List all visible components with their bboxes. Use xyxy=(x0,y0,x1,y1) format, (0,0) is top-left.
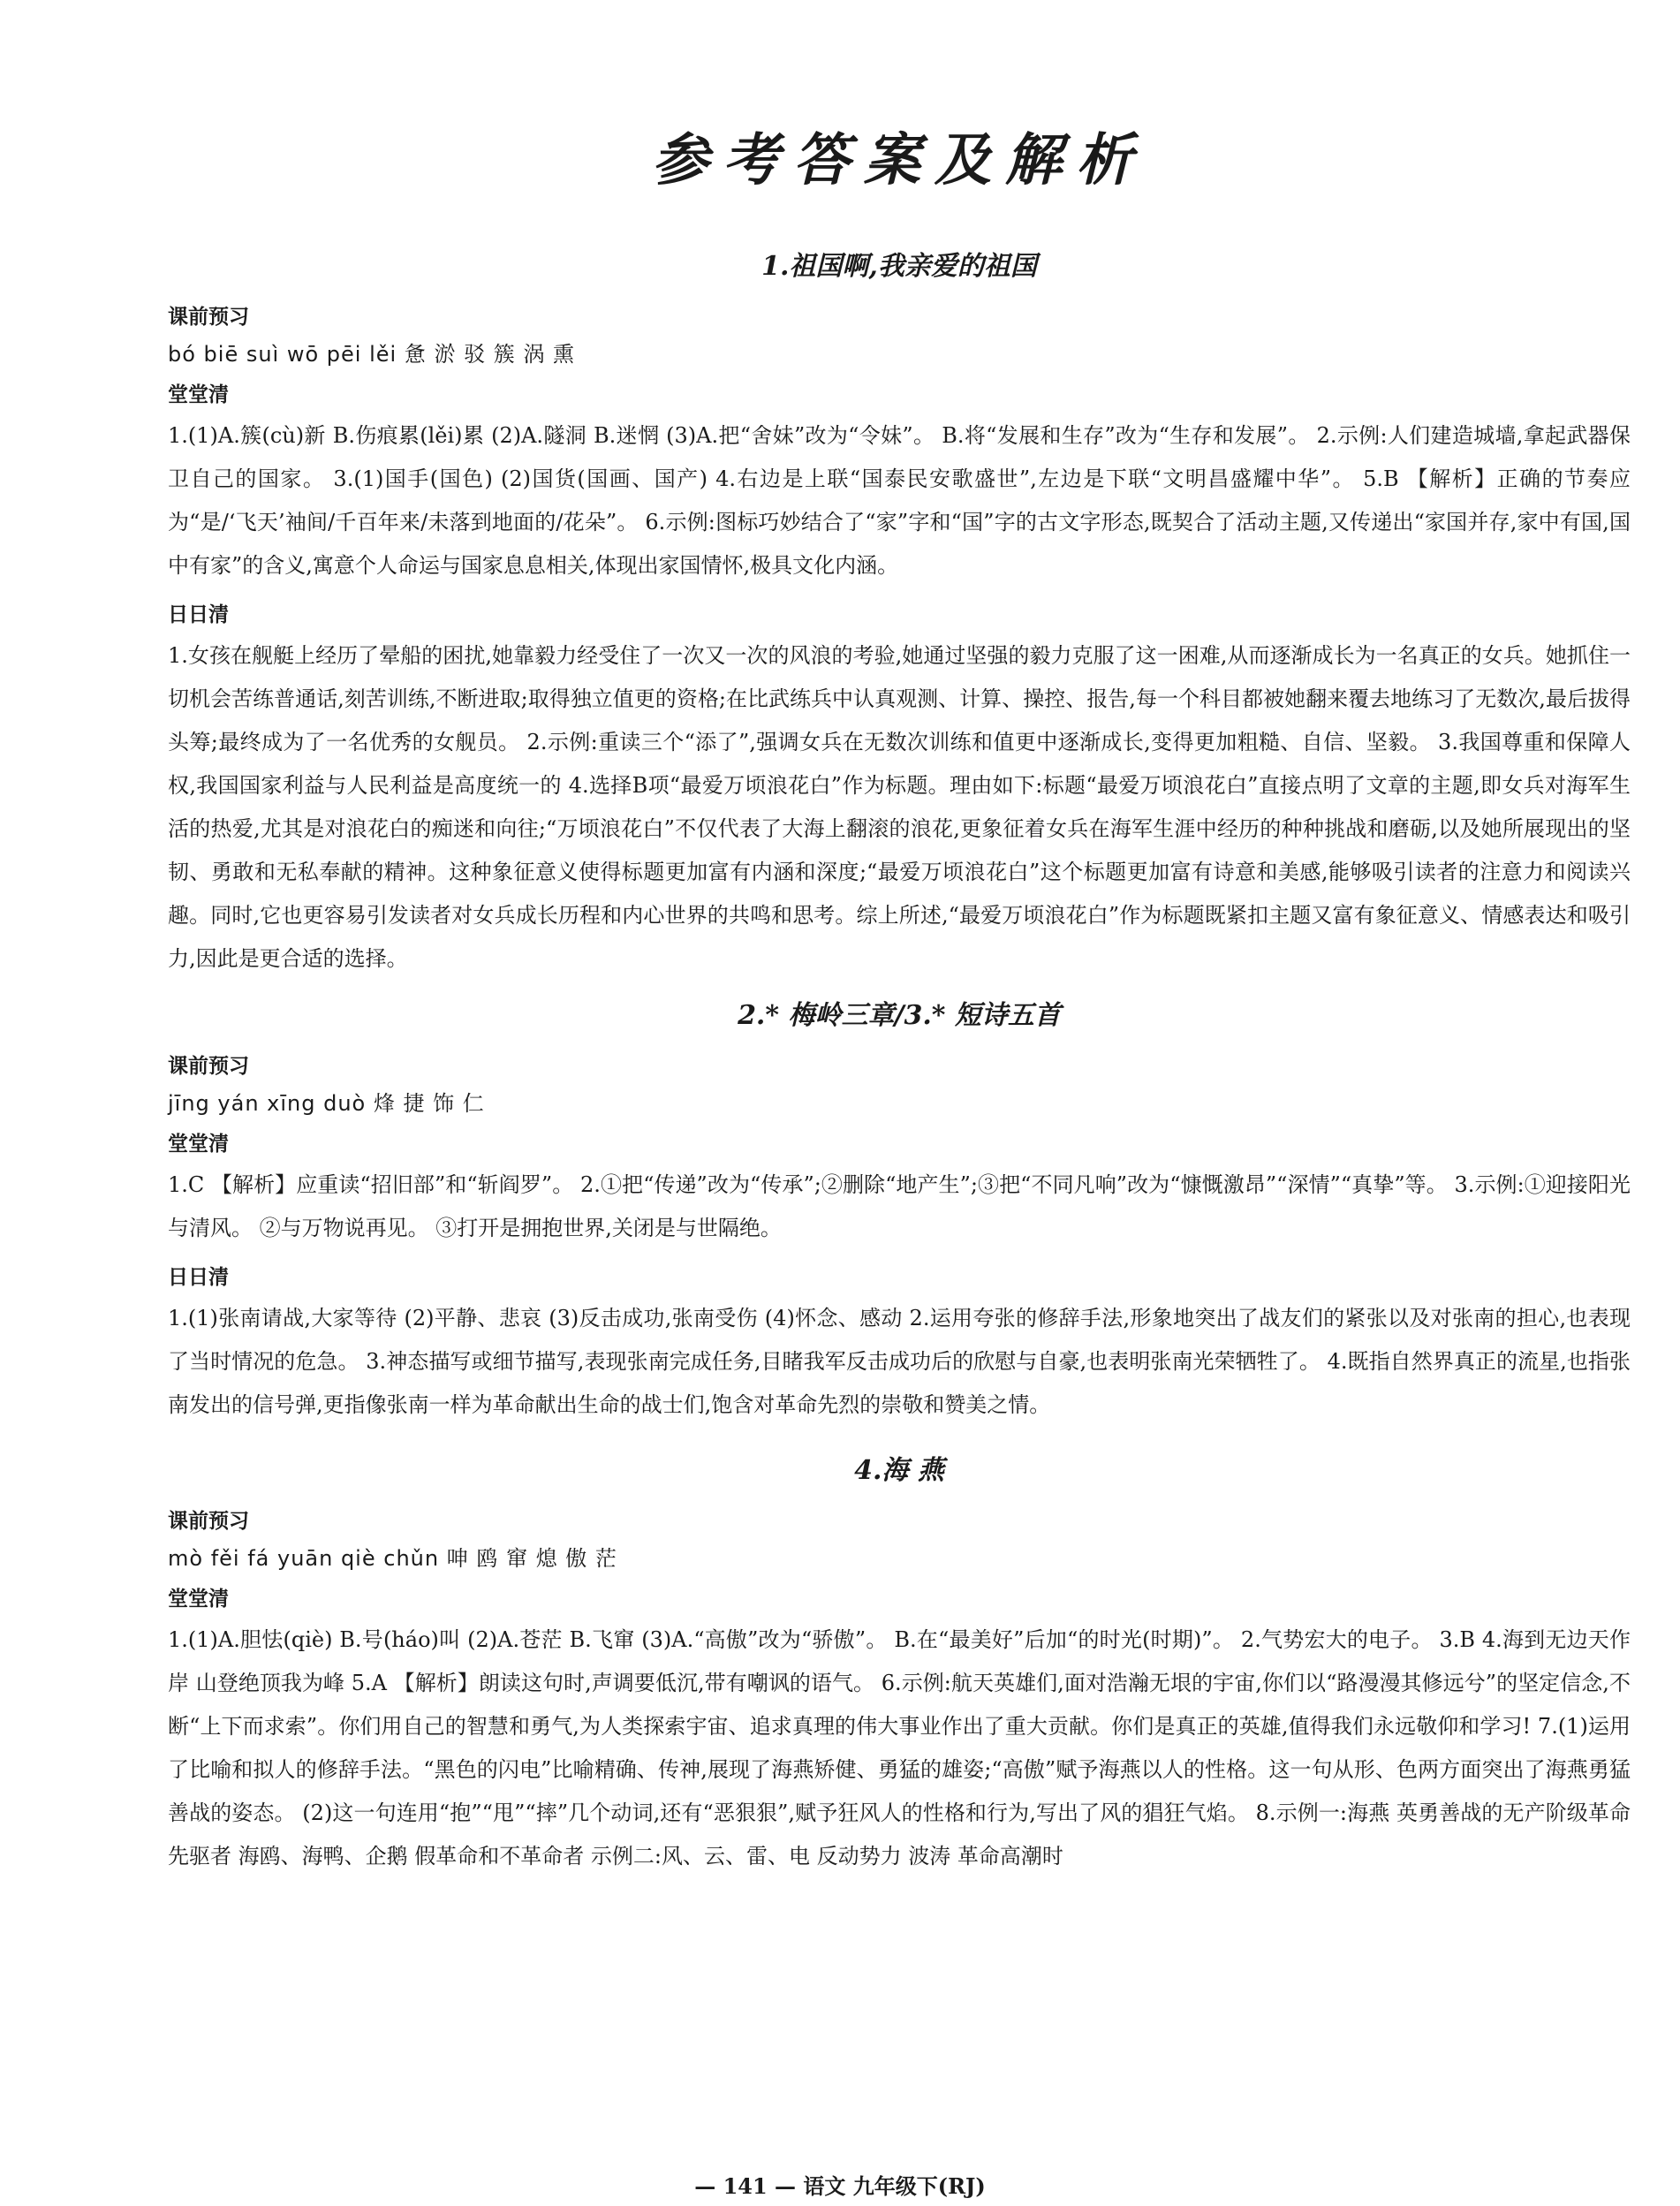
section-heading: 堂堂清 xyxy=(168,1133,229,1156)
answer-paragraph: 1.(1)A.簇(cù)新 B.伤痕累(lěi)累 (2)A.隧洞 B.迷惘 (3)A.把“舍妹”改为“令妹”。 B.将“发展和生存”改为“生存和发展”。 2.示例:人们建造城墙,拿起武器保卫自己的国家。 3.(1)国手(国色) (2)国货(国画、国产) 4.右边是上联“国泰民安歌盛世”,左边是下联“文明昌盛耀中华”。 5.B 【解析】正确的节奏应为“是/‘飞天’袖间/千百年来/未落到地面的/花朵”。 6.示例:图标巧妙结合了“家”字和“国”字的古文字形态,既契合了活动主题,又传递出“家国并存,家中有国,国中有家”的含义,寓意个人命运与国家息息相关,体现出家国情怀,极具文化内涵。 xyxy=(168,423,1631,578)
section-heading: 堂堂清 xyxy=(168,383,229,406)
answer-paragraph: 1.(1)张南请战,大家等待 (2)平静、悲哀 (3)反击成功,张南受伤 (4)怀念、感动 2.运用夸张的修辞手法,形象地突出了战友们的紧张以及对张南的担心,也表现了当时情况的危急。 3.神态描写或细节描写,表现张南完成任务,目睹我军反击成功后的欣慰与自豪,也表明张南光荣牺牲了。 4.既指自然界真正的流星,也指张南发出的信号弹,更指像张南一样为革命献出生命的战士们,饱含对革命先烈的崇敬和赞美之情。 xyxy=(168,1306,1631,1417)
section-heading: 课前预习 xyxy=(168,306,249,329)
pinyin-line: mò fěi fá yuān qiè chǔn 呻 鸥 窜 熄 傲 茫 xyxy=(168,1546,617,1571)
answer-paragraph: 1.女孩在舰艇上经历了晕船的困扰,她靠毅力经受住了一次又一次的风浪的考验,她通过坚强的毅力克服了这一困难,从而逐渐成长为一名真正的女兵。她抓住一切机会苦练普通话,刻苦训练,不断进取;取得独立值更的资格;在比武练兵中认真观测、计算、操控、报告,每一个科目都被她翻来覆去地练习了无数次,最后拔得头筹;最终成为了一名优秀的女舰员。 2.示例:重读三个“添了”,强调女兵在无数次训练和值更中逐渐成长,变得更加粗糙、自信、坚毅。 3.我国尊重和保障人权,我国国家利益与人民利益是高度统一的 4.选择B项“最爱万顷浪花白”作为标题。理由如下:标题“最爱万顷浪花白”直接点明了文章的主题,即女兵对海军生活的热爱,尤其是对浪花白的痴迷和向往;“万顷浪花白”不仅代表了大海上翻滚的浪花,更象征着女兵在海军生涯中经历的种种挑战和磨砺,以及她所展现出的坚韧、勇敢和无私奉献的精神。这种象征意义使得标题更加富有内涵和深度;“最爱万顷浪花白”这个标题更加富有诗意和美感,能够吸引读者的注意力和阅读兴趣。同时,它也更容易引发读者对女兵成长历程和内心世界的共鸣和思考。综上所述,“最爱万顷浪花白”作为标题既紧扣主题又富有象征意义、情感表达和吸引力,因此是更合适的选择。 xyxy=(168,643,1631,971)
page-footer: — 141 — 语文 九年级下(RJ) xyxy=(694,2173,986,2199)
lesson-title: 4.海 燕 xyxy=(854,1455,944,1486)
pinyin-line: bó biē suì wō pēi lěi 惫 淤 驳 簇 涡 熏 xyxy=(168,342,575,367)
answer-paragraph: 1.(1)A.胆怯(qiè) B.号(háo)叫 (2)A.苍茫 B.飞窜 (3)A.“高傲”改为“骄傲”。 B.在“最美好”后加“的时光(时期)”。 2.气势宏大的电子。 3.B 4.海到无边天作岸 山登绝顶我为峰 5.A 【解析】朗读这句时,声调要低沉,带有嘲讽的语气。 6.示例:航天英雄们,面对浩瀚无垠的宇宙,你们以“路漫漫其修远兮”的坚定信念,不断“上下而求索”。你们用自己的智慧和勇气,为人类探索宇宙、追求真理的伟大事业作出了重大贡献。你们是真正的英雄,值得我们永远敬仰和学习! 7.(1)运用了比喻和拟人的修辞手法。“黑色的闪电”比喻精确、传神,展现了海燕矫健、勇猛的雄姿;“高傲”赋予海燕以人的性格。这一句从形、色两方面突出了海燕勇猛善战的姿态。 (2)这一句连用“抱”“甩”“摔”几个动词,还有“恶狠狠”,赋予狂风人的性格和行为,写出了风的猖狂气焰。 8.示例一:海燕 英勇善战的无产阶级革命先驱者 海鸥、海鸭、企鹅 假革命和不革命者 示例二:风、云、雷、电 反动势力 波涛 革命高潮时 xyxy=(168,1627,1631,1869)
page-title: 参考答案及解析 xyxy=(652,127,1146,193)
answer-paragraph: 1.C 【解析】应重读“招旧部”和“斩阎罗”。 2.①把“传递”改为“传承”;②删除“地产生”;③把“不同凡响”改为“慷慨激昂”“深情”“真挚”等。 3.示例:①迎接阳光与清风。 ②与万物说再见。 ③打开是拥抱世界,关闭是与世隔绝。 xyxy=(168,1172,1631,1240)
section-heading: 课前预习 xyxy=(168,1055,249,1078)
lesson-1 xyxy=(168,244,1631,981)
lesson-title: 1.祖国啊,我亲爱的祖国 xyxy=(761,251,1037,282)
section-heading: 课前预习 xyxy=(168,1510,249,1533)
lesson-title: 2.* 梅岭三章/3.* 短诗五首 xyxy=(738,1000,1061,1031)
section-heading: 日日清 xyxy=(168,603,229,626)
lesson-4 xyxy=(168,1448,1631,1878)
pinyin-line: jīng yán xīng duò 烽 捷 饰 仁 xyxy=(168,1091,485,1116)
section-heading: 日日清 xyxy=(168,1266,229,1289)
section-heading: 堂堂清 xyxy=(168,1588,229,1611)
lesson-2 xyxy=(168,993,1631,1427)
